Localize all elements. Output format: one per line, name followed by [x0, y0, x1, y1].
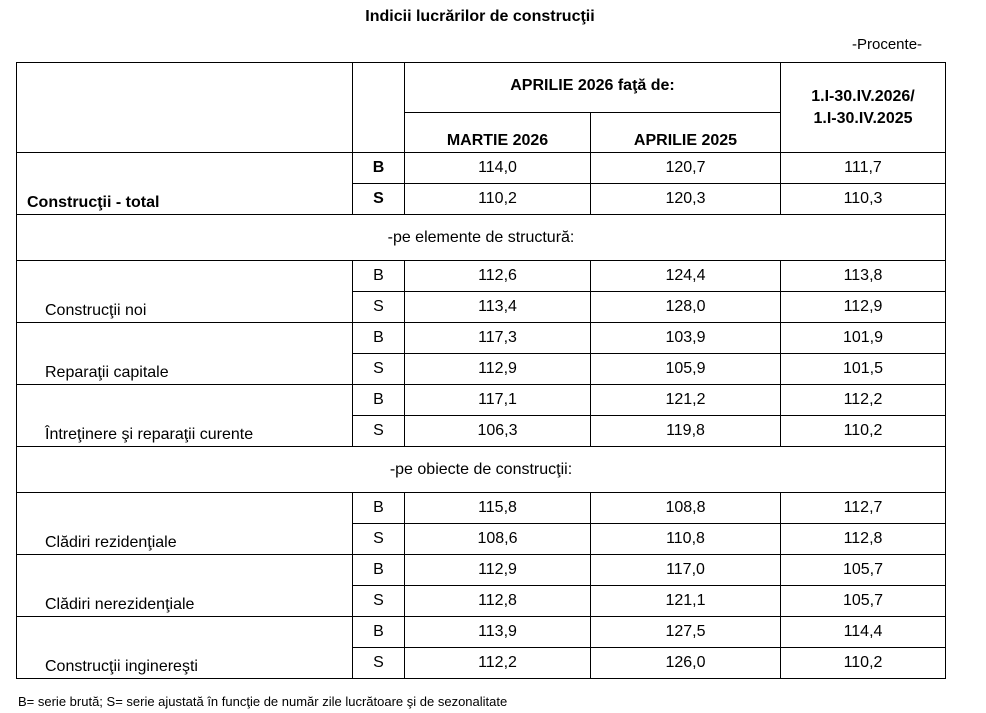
section-heading: -pe obiecte de construcţii: [17, 447, 946, 493]
value-cell: 117,1 [405, 385, 591, 416]
value-cell: 112,6 [405, 261, 591, 292]
table-row [17, 617, 946, 648]
value-cell: 117,0 [591, 555, 781, 586]
value-cell: 112,9 [405, 555, 591, 586]
value-cell: 112,7 [781, 493, 946, 524]
value-cell: 121,1 [591, 586, 781, 617]
value-cell: 121,2 [591, 385, 781, 416]
series-code: S [353, 292, 405, 323]
header-cumulative-line2: 1.I-30.IV.2025 [813, 109, 913, 127]
series-code: B [353, 493, 405, 524]
header-cumulative-line1: 1.I-30.IV.2026/ [811, 87, 915, 105]
row-label: Întreţinere şi reparaţii curente [17, 385, 353, 447]
value-cell: 108,8 [591, 493, 781, 524]
value-cell: 113,9 [405, 617, 591, 648]
header-group-label: APRILIE 2026 faţă de: [405, 63, 781, 113]
value-cell: 110,2 [781, 416, 946, 447]
value-cell: 120,3 [591, 184, 781, 215]
series-code: B [353, 261, 405, 292]
value-cell: 106,3 [405, 416, 591, 447]
value-cell: 105,7 [781, 586, 946, 617]
value-cell: 113,8 [781, 261, 946, 292]
value-cell: 101,9 [781, 323, 946, 354]
header-col-aprilie: APRILIE 2025 [591, 113, 781, 153]
table-row [17, 555, 946, 586]
header-label-empty [17, 63, 353, 153]
series-code: B [353, 323, 405, 354]
value-cell: 126,0 [591, 648, 781, 679]
value-cell: 112,2 [405, 648, 591, 679]
value-cell: 127,5 [591, 617, 781, 648]
series-code: B [353, 153, 405, 184]
value-cell: 105,9 [591, 354, 781, 385]
value-cell: 108,6 [405, 524, 591, 555]
value-cell: 105,7 [781, 555, 946, 586]
section-row [17, 447, 946, 493]
value-cell: 114,0 [405, 153, 591, 184]
series-code: B [353, 385, 405, 416]
page-title: Indicii lucrărilor de construcţii [365, 8, 595, 25]
row-label: Reparaţii capitale [17, 323, 353, 385]
value-cell: 124,4 [591, 261, 781, 292]
value-cell: 112,9 [405, 354, 591, 385]
value-cell: 113,4 [405, 292, 591, 323]
header-col-martie: MARTIE 2026 [405, 113, 591, 153]
table-row [17, 323, 946, 354]
value-cell: 110,2 [405, 184, 591, 215]
header-series-empty [353, 63, 405, 153]
table-row [17, 385, 946, 416]
value-cell: 115,8 [405, 493, 591, 524]
table-row [17, 261, 946, 292]
row-label: Construcţii noi [17, 261, 353, 323]
value-cell: 119,8 [591, 416, 781, 447]
series-code: S [353, 524, 405, 555]
indices-table [16, 62, 946, 679]
series-code: S [353, 648, 405, 679]
value-cell: 110,8 [591, 524, 781, 555]
value-cell: 128,0 [591, 292, 781, 323]
row-label: Construcţii inginereşti [17, 617, 353, 679]
series-code: S [353, 184, 405, 215]
value-cell: 114,4 [781, 617, 946, 648]
series-code: B [353, 555, 405, 586]
value-cell: 103,9 [591, 323, 781, 354]
row-label: Construcţii - total [17, 153, 353, 215]
value-cell: 120,7 [591, 153, 781, 184]
footnote: B= serie brută; S= serie ajustată în funcţie de număr zile lucrătoare şi de sezonalitate [18, 694, 508, 709]
value-cell: 117,3 [405, 323, 591, 354]
table-row [17, 153, 946, 184]
value-cell: 110,3 [781, 184, 946, 215]
row-label: Clădiri rezidenţiale [17, 493, 353, 555]
table-row [17, 493, 946, 524]
series-code: S [353, 416, 405, 447]
value-cell: 112,8 [405, 586, 591, 617]
series-code: B [353, 617, 405, 648]
section-row [17, 215, 946, 261]
value-cell: 112,8 [781, 524, 946, 555]
section-heading: -pe elemente de structură: [17, 215, 946, 261]
series-code: S [353, 586, 405, 617]
header-cumulative-period [781, 63, 946, 153]
value-cell: 112,2 [781, 385, 946, 416]
value-cell: 111,7 [781, 153, 946, 184]
value-cell: 101,5 [781, 354, 946, 385]
value-cell: 112,9 [781, 292, 946, 323]
series-code: S [353, 354, 405, 385]
value-cell: 110,2 [781, 648, 946, 679]
row-label: Clădiri nerezidenţiale [17, 555, 353, 617]
unit-label: -Procente- [852, 36, 923, 53]
